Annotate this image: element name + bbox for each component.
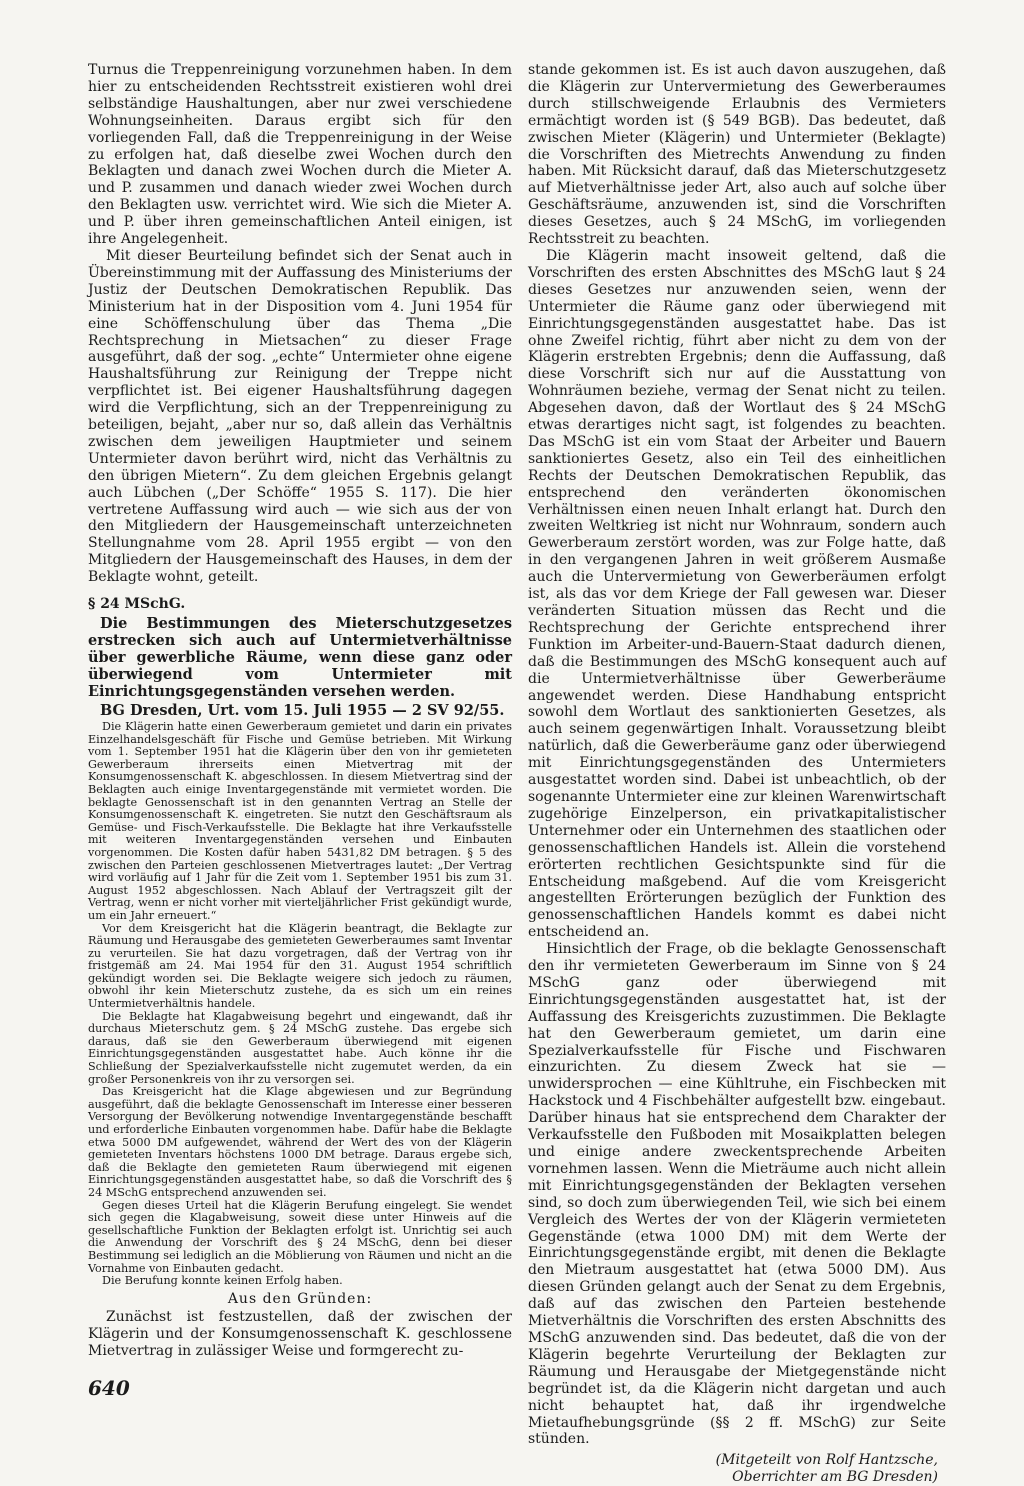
facts-paragraph: Die Klägerin hatte einen Gewerberaum gemietet und darin ein privates Einzelhandelsgeschäft für Fische und Gemüse betrieben. Mit Wirkung vom 1. September 1951 hat die Klägerin über den von ihr gemieteten Gewerberaum ihrerseits einen Mietvertrag mit der Konsumgenossenschaft K. abgeschlossen. In diesem Mietvertrag sind der Beklagten auch einige Inventargegenstände mit vermietet worden. Die beklagte Genossenschaft ist in den genannten Vertrag an Stelle der Konsumgenossenschaft K. eingetreten. Sie nutzt den Geschäftsraum als Gemüse- und Fisch-Verkaufsstelle. Die Beklagte hat ihre Verkaufsstelle mit weiteren Inventargegenständen versehen und Einbauten vorgenommen. Die Kosten dafür haben 5431,82 DM betragen. § 5 des zwischen den Parteien geschlossenen Mietvertrages lautet: „Der Vertrag wird vorläufig auf 1 Jahr für die Zeit vom 1. September 1951 bis zum 31. August 1952 abgeschlossen. Nach Ablauf der Vertragszeit gilt der Vertrag, wenn er nicht vorher mit vierteljährlicher Frist gekündigt wurde, um ein Jahr erneuert.“ [88,720,512,922]
left-column [88,62,512,1359]
body-paragraph: stande gekommen ist. Es ist auch davon auszugehen, daß die Klägerin zur Untervermietung des Gewerberaumes durch stillschweigende Erlaubnis des Vermieters ermächtigt worden ist (§ 549 BGB). Das bedeutet, daß zwischen Mieter (Klägerin) und Untermieter (Beklagte) die Vorschriften des Mietrechts Anwendung zu finden haben. Mit Rücksicht darauf, daß das Mieterschutzgesetz auf Mietverhältnisse jeder Art, also auch auf solche über Geschäftsräume, anzuwenden ist, sind die Vorschriften dieses Gesetzes, auch § 24 MSchG, im vorliegenden Rechtsstreit zu beachten. [528,62,946,248]
body-paragraph: Die Klägerin macht insoweit geltend, daß die Vorschriften des ersten Abschnittes des MSchG laut § 24 dieses Gesetzes nur anzuwenden seien, wenn der Untermieter die Räume ganz oder überwiegend mit Einrichtungsgegenständen ausgestattet habe. Das ist ohne Zweifel richtig, führt aber nicht zu dem von der Klägerin erstrebten Ergebnis; denn die Auffassung, daß diese Vorschrift sich nur auf die Ausstattung von Wohnräumen beziehe, vermag der Senat nicht zu teilen. Abgesehen davon, daß der Wortlaut des § 24 MSchG etwas derartiges nicht sagt, ist folgendes zu beachten. Das MSchG ist ein vom Staat der Arbeiter und Bauern sanktioniertes Gesetz, also ein Teil des einheitlichen Rechts der Deutschen Demokratischen Republik, das entsprechend den veränderten ökonomischen Verhältnissen einen neuen Inhalt erlangt hat. Durch den zweiten Weltkrieg ist nicht nur Wohnraum, sondern auch Gewerberaum zerstört worden, was zur Folge hatte, daß in den vergangenen Jahren in weit größerem Ausmaße auch die Untervermietung von Gewerberäumen erfolgt ist, als das vor dem Kriege der Fall gewesen war. Dieser veränderten Situation müssen das Recht und die Rechtsprechung der Gerichte entsprechend ihrer Funktion im Arbeiter-und-Bauern-Staat dadurch dienen, daß die Bestimmungen des MSchG konsequent auch auf die Untermietverhältnisse über Gewerberäume angewendet werden. Diese Handhabung entspricht sowohl dem Wortlaut des sanktionierten Gesetzes, als auch seinem gegenwärtigen Inhalt. Voraussetzung bleibt natürlich, daß die Gewerberäume ganz oder überwiegend mit Einrichtungsgegenständen des Untermieters ausgestattet worden sind. Dabei ist unbeachtlich, ob der sogenannte Untermieter eine zur kleinen Warenwirtschaft zugehörige Einzelperson, ein privatkapitalistischer Unternehmer oder ein Unternehmen des staatlichen oder genossenschaftlichen Handels ist. Allein die vorstehend erörterten rechtlichen Gesichtspunkte sind für die Entscheidung maßgebend. Auf die vom Kreisgericht angestellten Erörterungen bezüglich der Funktion des genossenschaftlichen Handels kommt es dabei nicht entscheidend an. [528,247,946,941]
facts-paragraph: Das Kreisgericht hat die Klage abgewiesen und zur Begründung ausgeführt, daß die beklagte Genossenschaft im Interesse einer besseren Versorgung der Bevölkerung notwendige Inventargegenstände beschafft und erforderliche Einbauten vorgenommen habe. Dafür habe die Beklagte etwa 5000 DM aufgewendet, während der Wert des von der Klägerin gemieteten Inventars höchstens 1000 DM betrage. Daraus ergebe sich, daß die Beklagte den gemieteten Raum überwiegend mit eigenen Einrichtungsgegenständen ausgestattet habe, so daß die Vorschrift des § 24 MSchG entsprechend anzuwenden sei. [88,1085,512,1199]
headnote: Die Bestimmungen des Mieterschutzgesetzes erstrecken sich auch auf Untermietverhältnisse über gewerbliche Räume, wenn diese ganz oder überwiegend vom Untermieter mit Einrichtungsgegenständen versehen werden. [88,615,512,700]
attribution-line: Oberrichter am BG Dresden) [732,1469,938,1486]
body-paragraph: Hinsichtlich der Frage, ob die beklagte Genossenschaft den ihr vermieteten Gewerberaum im Sinne von § 24 MSchG ganz oder überwiegend mit Einrichtungsgegenständen ausgestattet hat, ist der Auffassung des Kreisgerichts zuzustimmen. Die Beklagte hat den Gewerberaum gemietet, um darin eine Spezialverkaufsstelle für Fische und Fischwaren einzurichten. Zu diesem Zweck hat sie — unwidersprochen — eine Kühltruhe, ein Fischbecken mit Hackstock und 4 Fischbehälter aufgestellt bzw. eingebaut. Darüber hinaus hat sie entsprechend dem Charakter der Verkaufsstelle den Fußboden mit Mosaikplatten belegen und einige andere zweckentsprechende Arbeiten vornehmen lassen. Wenn die Mieträume auch nicht allein mit Einrichtungsgegenständen der Beklagten versehen sind, so doch zum überwiegenden Teil, wie sich bei einem Vergleich des Wertes der von der Klägerin vermieteten Gegenstände (etwa 1000 DM) mit dem Werte der Einrichtungsgegenstände ergibt, mit denen die Beklagte den Mietraum ausgestattet hat (etwa 5000 DM). Aus diesen Gründen gelangt auch der Senat zu dem Ergebnis, daß auf das zwischen den Parteien bestehende Mietverhältnis die Vorschriften des ersten Abschnitts des MSchG anzuwenden sind. Das bedeutet, daß die von der Klägerin begehrte Verurteilung der Beklagten zur Räumung und Herausgabe der Mietgegenstände nicht begründet ist, da die Klägerin nicht dargetan und auch nicht behauptet hat, daß ihr irgendwelche Mietaufhebungsgründe (§§ 2 ff. MSchG) zur Seite stünden. [528,941,946,1448]
facts-paragraph: Vor dem Kreisgericht hat die Klägerin beantragt, die Beklagte zur Räumung und Herausgabe des gemieteten Gewerberaumes samt Inventar zu verurteilen. Sie hat dazu vorgetragen, daß der Vertrag von ihr fristgemäß am 24. Mai 1954 für den 31. August 1954 schriftlich gekündigt worden sei. Die Beklagte weigere sich jedoch zu räumen, obwohl ihr kein Mieterschutz zustehe, da es sich um ein reines Untermietverhältnis handele. [88,921,512,1011]
right-column [528,62,946,1486]
facts-paragraph: Die Berufung konnte keinen Erfolg haben. [102,1274,343,1288]
attribution-line: (Mitgeteilt von Rolf Hantzsche, [715,1452,938,1469]
court-citation: BG Dresden, Urt. vom 15. Juli 1955 — 2 SV 92/55. [100,702,505,719]
body-paragraph: Mit dieser Beurteilung befindet sich der Senat auch in Übereinstimmung mit der Auffassung des Ministeriums der Justiz der Deutschen Demokratischen Republik. Das Ministerium hat in der Disposition vom 4. Juni 1954 für eine Schöffenschulung über das Thema „Die Rechtsprechung in Mietsachen“ zu dieser Frage ausgeführt, daß der sog. „echte“ Untermieter ohne eigene Haushaltsführung zur Reinigung der Treppe nicht verpflichtet ist. Bei eigener Haushaltsführung dagegen wird die Verpflichtung, sich an der Treppenreinigung zu beteiligen, bejaht, „aber nur so, daß allein das Verhältnis zwischen dem jeweiligen Hauptmieter und seinem Untermieter davon berührt wird, nicht das Verhältnis zu den übrigen Mietern“. Zu dem gleichen Ergebnis gelangt auch Lübchen („Der Schöffe“ 1955 S. 117). Die hier vertretene Auffassung wird auch — wie sich aus der von den Mitgliedern der Hausgemeinschaft unterzeichneten Stellungnahme vom 28. April 1955 ergibt — von den Mitgliedern der Hausgemeinschaft des Hauses, in dem der Beklagte wohnt, geteilt. [88,247,512,586]
reasons-heading: Aus den Gründen: [227,1290,373,1307]
page-number: 640 [88,1376,130,1400]
attribution [528,1452,946,1486]
body-paragraph: Zunächst ist festzustellen, daß der zwischen der Klägerin und der Konsumgenossenschaft K. geschlossene Mietvertrag in zulässiger Weise und formgerecht zu- [88,1308,512,1359]
body-paragraph: Turnus die Treppenreinigung vorzunehmen haben. In dem hier zu entscheidenden Rechtsstreit existieren wohl drei selbständige Haushaltungen, aber nur zwei verschiedene Wohnungseinheiten. Daraus ergibt sich für den vorliegenden Fall, daß die Treppenreinigung in der Weise zu erfolgen hat, daß dieselbe zwei Wochen durch den Beklagten und danach zwei Wochen durch die Mieter A. und P. zusammen und danach wieder zwei Wochen durch den Beklagten usw. verrichtet wird. Wie sich die Mieter A. und P. über ihren gemeinschaftlichen Anteil einigen, ist ihre Angelegenheit. [88,62,512,248]
section-reference: § 24 MSchG. [88,596,186,613]
facts-paragraph: Gegen dieses Urteil hat die Klägerin Berufung eingelegt. Sie wendet sich gegen die Klagabweisung, soweit diese unter Hinweis auf die gesellschaftliche Funktion der Beklagten erfolgt ist. Unrichtig sei auch die Anwendung der Vorschrift des § 24 MSchG, denn bei dieser Bestimmung sei lediglich an die Möblierung von Räumen und nicht an die Vornahme von Einbauten gedacht. [88,1198,512,1275]
facts-paragraph: Die Beklagte hat Klagabweisung begehrt und eingewandt, daß ihr durchaus Mieterschutz gem. § 24 MSchG zustehe. Das ergebe sich daraus, daß sie den Gewerberaum überwiegend mit eigenen Einrichtungsgegenständen ausgestattet habe. Auch könne ihr die Schließung der Spezialverkaufsstelle nicht zugemutet werden, da ein großer Personenkreis von ihr zu versorgen sei. [88,1009,512,1086]
